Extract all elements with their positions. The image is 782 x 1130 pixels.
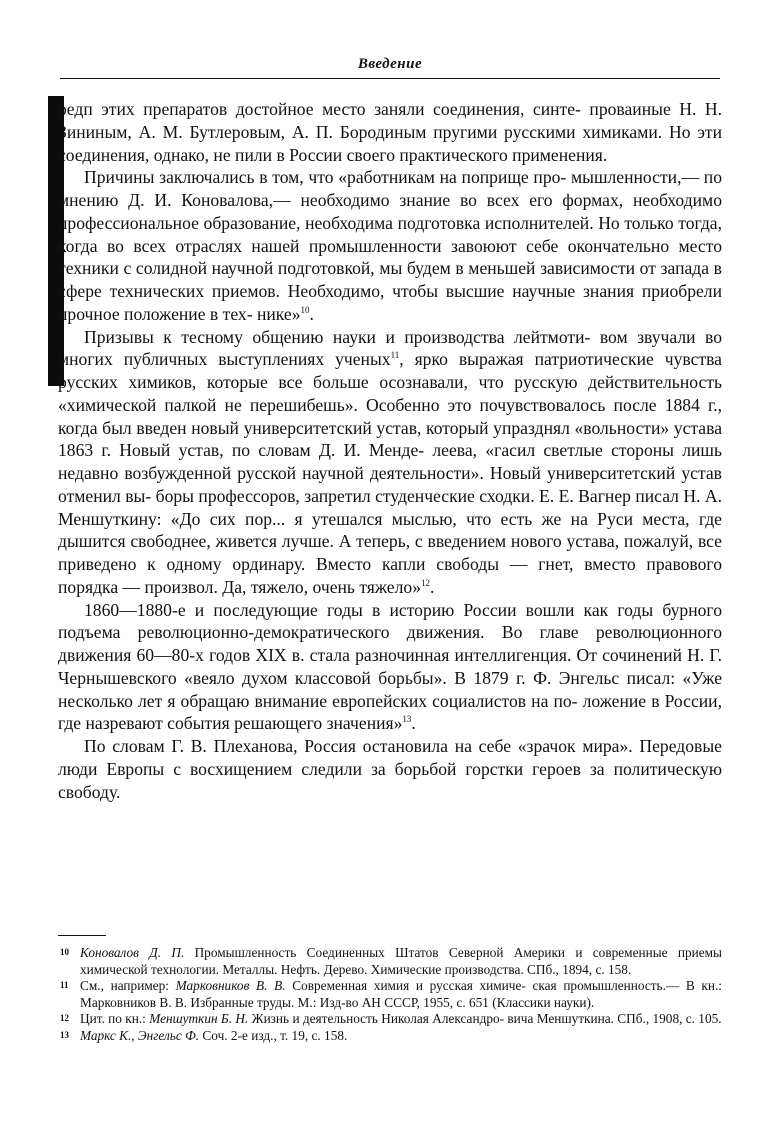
footnote-10: 10 Коновалов Д. П. Промышленность Соединенных Штатов Северной Америки и современные приемы химической технологии. Металлы. Нефть. Дерево. Химические производства. СПб., 1894, с. 158. [60, 945, 722, 977]
main-text [58, 98, 722, 803]
paragraph-5: По словам Г. В. Плеханова, Россия остановила на себе «зрачок мира». Передовые люди Европы с восхищением следили за борьбой горстки героев за политическую свободу. [58, 736, 722, 802]
paragraph-1: редп этих препаратов достойное место заняли соединения, синте- проваиные Н. Н. Зининым, А. М. Бутлеровым, А. П. Бородиным пругими русскими химиками. Но эти соединения, однако, не пили в России своего практического применения. [58, 99, 722, 165]
paragraph-3: Призывы к тесному общению науки и производства лейтмоти- вом звучали во многих публичных выступлениях ученых$^{11}$, ярко выражая патриотические чувства русских химиков, которые все больше осознавали, что русскую действительность «химической палкой не перешибешь». Особенно это почувствовалось после 1884 г., когда был введен новый университетский устав, который упразднял «вольности» устава 1863 г. Новый устав, по словам Д. И. Менде- леева, «гасил светлые стороны лишь недавно возбужденной русской научной деятельности». Новый университетский устав отменил вы- боры профессоров, запретил студенческие сходки. Е. Е. Вагнер писал Н. А. Меншуткину: «До сих пор... я утешался мыслью, что есть же на Руси места, где дышится свободнее, живется лучше. А теперь, с введением нового устава, пожалуй, все приведено к одному ординару. Вместо капли свободы — гнет, вместо правового порядка — произвол. Да, тяжело, очень тяжело»$^{12}$. [58, 326, 722, 597]
paragraph-2: Причины заключались в том, что «работникам на поприще про- мышленности,— по мнению Д. И. Коновалова,— необходимо знание во всех его формах, необходимо профессиональное образование, необходима подготовка исполнителей. Но только тогда, когда во всех отраслях нашей промышленности завоюют себе окончательно место техники с солидной научной подготовкой, мы будем в меньшей зависимости от запада в сфере технических приемов. Необходимо, чтобы высшие научные знания приобрели прочное положение в тех- нике»$^{10}$. [58, 167, 722, 324]
running-header [60, 54, 720, 80]
footnote-11: 11 См., например: Марковников В. В. Современная химия и русская химиче- ская промышленность.— В кн.: Марковников В. В. Избранные труды. М.: Изд-во АН СССР, 1955, с. 651 (Классики науки). [60, 978, 722, 1010]
footnotes [58, 945, 722, 1045]
footnote-ref-12: 12 [421, 577, 430, 588]
footnote-ref-10: 10 [300, 304, 310, 315]
header-rule [60, 78, 720, 79]
footnote-ref-13: 13 [402, 714, 412, 725]
footnote-rule [58, 935, 106, 936]
footnote-ref-11: 11 [390, 350, 400, 361]
footnote-13: 13 Маркс К., Энгельс Ф. Соч. 2-е изд., т. 19, с. 158. [60, 1027, 348, 1043]
paragraph-4: 1860—1880-е и последующие годы в историю России вошли как годы бурного подъема революционно-демократического движения. Во главе революционного движения 60—80-х годов XIX в. стала разночинная интеллигенция. От сочинений Н. Г. Чернышевского «веяло духом классовой борьбы». В 1879 г. Ф. Энгельс писал: «Уже несколько лет я обращаю внимание европейских социалистов на по- ложение в России, где назревают события решающего значения»$^{13}$. [58, 599, 722, 734]
footnote-12: 12 Цит. по кн.: Меншуткин Б. Н. Жизнь и деятельность Николая Александро- вича Меншуткина. СПб., 1908, с. 105. [60, 1011, 722, 1027]
chapter-title: Введение [357, 56, 423, 72]
